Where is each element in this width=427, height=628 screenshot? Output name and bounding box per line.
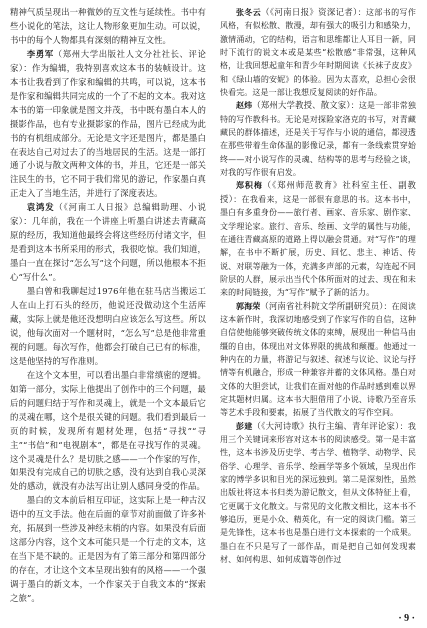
paragraph-text: ：在阅读这本新作时，我深切地感受到了作家写作的自信，这种自信使他能够突破传统文体的束缚，展现出一种信马由缰的自由，体现出对文体界限的挑战和颠覆。他通过一种内在的力量，将游记与叙述、叙述与议论、议论与抒情等有机融合，形成一种兼容并蓄的文体风格。墨白对文体的大胆尝试，让我们在面对他的作品时感到难以界定其题材归属。这本书大胆借用了小说、诗歌乃至音乐等艺术手段和要素，拓展了当代散文的写作空间。 [220, 301, 416, 418]
paragraph-text: ：在我看来，这是一部很有意思的书。这本书中，墨白有多重身份——旅行者、画家、音乐家、剧作家、文学理论家。旅行、音乐、绘画、文学的属性与功能，在通往青藏高原的道路上得以融会贯通。对“写作”的理解，在书中不断扩展，历史、回忆、悲主、神话、传说、对联等融为一体，充满多声部的元素，勾连起不同阶层的人群，展示出当代个体所面对的过去、现在和未来的时间链接，为“写作”赋予了新的活力。 [220, 194, 416, 298]
speaker-affiliation: （河南省社科院文学所副研究员） [260, 300, 384, 311]
speaker-name: 郭海荣 [236, 301, 261, 311]
right-column [220, 6, 416, 614]
paragraph [220, 420, 416, 567]
paragraph [10, 494, 206, 606]
speaker-affiliation: （《郑州师范教育》社科室主任、副教授） [220, 180, 416, 204]
paragraph [220, 6, 416, 99]
speaker-affiliation: （《河南日报》资深记者） [261, 7, 358, 17]
paragraph-text: 墨白的文本前后相互印证，这实际上是一种古汉语中的互文手法。他在后面的章节对前面做了许多补充，拓展到一些涉及神经末梢的内容。如果没有后面这部分内容，这个文本可能只是一个行走的文本，这在当下是不缺的。正是因为有了第三部分和第四部分的存在，才让这个文本呈现出独有的风格——一个强调于墨白的新文本，一个作家关于自我文本的“探索之旅”。 [10, 495, 206, 604]
page-number: · 9 · [398, 613, 415, 624]
paragraph [220, 179, 416, 299]
paragraph-text: 精神气质呈现出一种微妙的互文性与延续性。书中有些小说化的笔法，这让人物形象更加生动。可以说，书中的每个人物都具有深刻的精神互文性。 [10, 7, 206, 45]
left-column [10, 6, 206, 614]
paragraph [220, 300, 416, 420]
speaker-name: 赵炜 [236, 101, 253, 111]
paragraph [10, 369, 206, 495]
paragraph [10, 285, 206, 369]
paragraph-text: 在这个文本里，可以看出墨白非常缜密的逻辑。如第一部分，实际上他提出了创作中的三个问题，最后的问题归结于写作和灵魂上，就是一个文本最后它的灵魂在哪，这个是很关键的问题。我们看到最后一页的时候，发现所有题材处理，包括“寻找”“寻主”“书信”和“电视剧本”，都是在寻找写作的灵魂。这个灵魂是什么？是切肤之感——一个作家的写作，如果没有完成自己的切肤之感，没有达到自我心灵深处的感动，就没有办法写出让别人感同身受的作品。 [10, 369, 206, 492]
paragraph-text: ：这部书的写作风格，有似松散、散漫，却有强大的吸引力和感染力，激情涌动，它的结构，语言和思维都让人耳目一新，同时下流行的说文本或是某些“松散感”非常强，这种风格，让我回想起童年和青少年时期阅读《长袜子皮皮》和《绿山墙的安妮》的体验。因为太喜欢，总担心会很快看完。这是一部让我想反复阅读的好作品。 [220, 8, 416, 98]
speaker-name: 袁鸿发 [26, 202, 55, 213]
paragraph [10, 6, 206, 48]
speaker-name: 李勇军 [26, 48, 54, 59]
speaker-name: 郑积梅 [236, 181, 263, 191]
speaker-affiliation: （郑州大学教授、散文家） [252, 100, 351, 111]
speaker-affiliation: （《大河诗歌》执行主编、青年评论家） [252, 420, 400, 431]
speaker-affiliation: （《河南工人日报》总编辑助理、小说家） [10, 202, 206, 227]
paragraph [220, 99, 416, 179]
paragraph-text: ：这是一部非常独特的写作教科书。无论是对探险家洛克的书写，对青藏藏民的群体描述，还是关于写作与小说的通信，都浸透在那些带着生命体温的影像记录，都有一条线索贯穿始终——对小说写作的灵魂、结构等的思考与经验之谈，对我的写作很有启发。 [220, 101, 416, 178]
paragraph [10, 201, 206, 285]
speaker-name: 彭建 [236, 421, 253, 431]
paragraph-text: ：几年前，我在一个讲座上听墨白讲述去青藏高原的经历，我知道他最终会将这些经历付诸文字，但是看到这本书所采用的形式，我很吃惊。我们知道，墨白一直在探讨“怎么写”这个问题，所以他根本不拒心“写什么”。 [10, 216, 206, 283]
paragraph-text: ：作为编辑，我特别喜欢这本书的装帧设计。这本书让我看到了作家和编辑的共鸣，可以说，这本书是作家和编辑共同完成的一个了不起的文本。我对这本书的第一印象就是图文并茂，书中既有墨白本人的摄影作品，也有专业摄影家的作品，图片已经成为此书的有机组成部分。无论是文字还是图片，都是墨白在表达自己对过去了的当地居民的生活。这是一部打通了小说与散文两种文体的书，并且，它还是一部关注民生的书，它不同于我们常见的游记，作家墨白真正走入了当地生活，并进行了深度表达。 [10, 62, 206, 199]
paragraph-text: ：我用三个关键词来形容对这本书的阅读感受。第一是丰富性，这本书涉及历史学、考古学、植物学、动物学、民俗学、心理学、音乐学、绘画学等多个领域，呈现出作家的博学多识和目光的深远独到。第二是深刻性，虽然出版社将这本书归类为游记散文，但从文体特征上看，它更属于文化散文。与常见的文化散文相比，这本书不够追历，更是小众、精英化，有一定的阅读门槛。第三是先锋性，这本书也是墨白进行文本探索的一个成果。墨白在不只是写了一部作品，而是把自己如何发现素材、如何构思、如何成篇等创作过 [220, 421, 416, 565]
speaker-name: 张冬云 [236, 8, 262, 17]
speaker-affiliation: （郑州大学出版社人文分社社长、评论家） [10, 48, 206, 73]
paragraph [10, 48, 206, 201]
paragraph-text: 墨白曾和我聊起过1976年他在驻马店当搬运工人在山上打石头的经历，他说还没做动这个生活库藏，实际上就是他还没想明白应该怎么写这些。所以说，他每次面对一个题材时，“怎么写”总是他非常重视的问题。每次写作，他都会打破自己已有的标准，这是他坚持的写作准则。 [10, 286, 206, 366]
